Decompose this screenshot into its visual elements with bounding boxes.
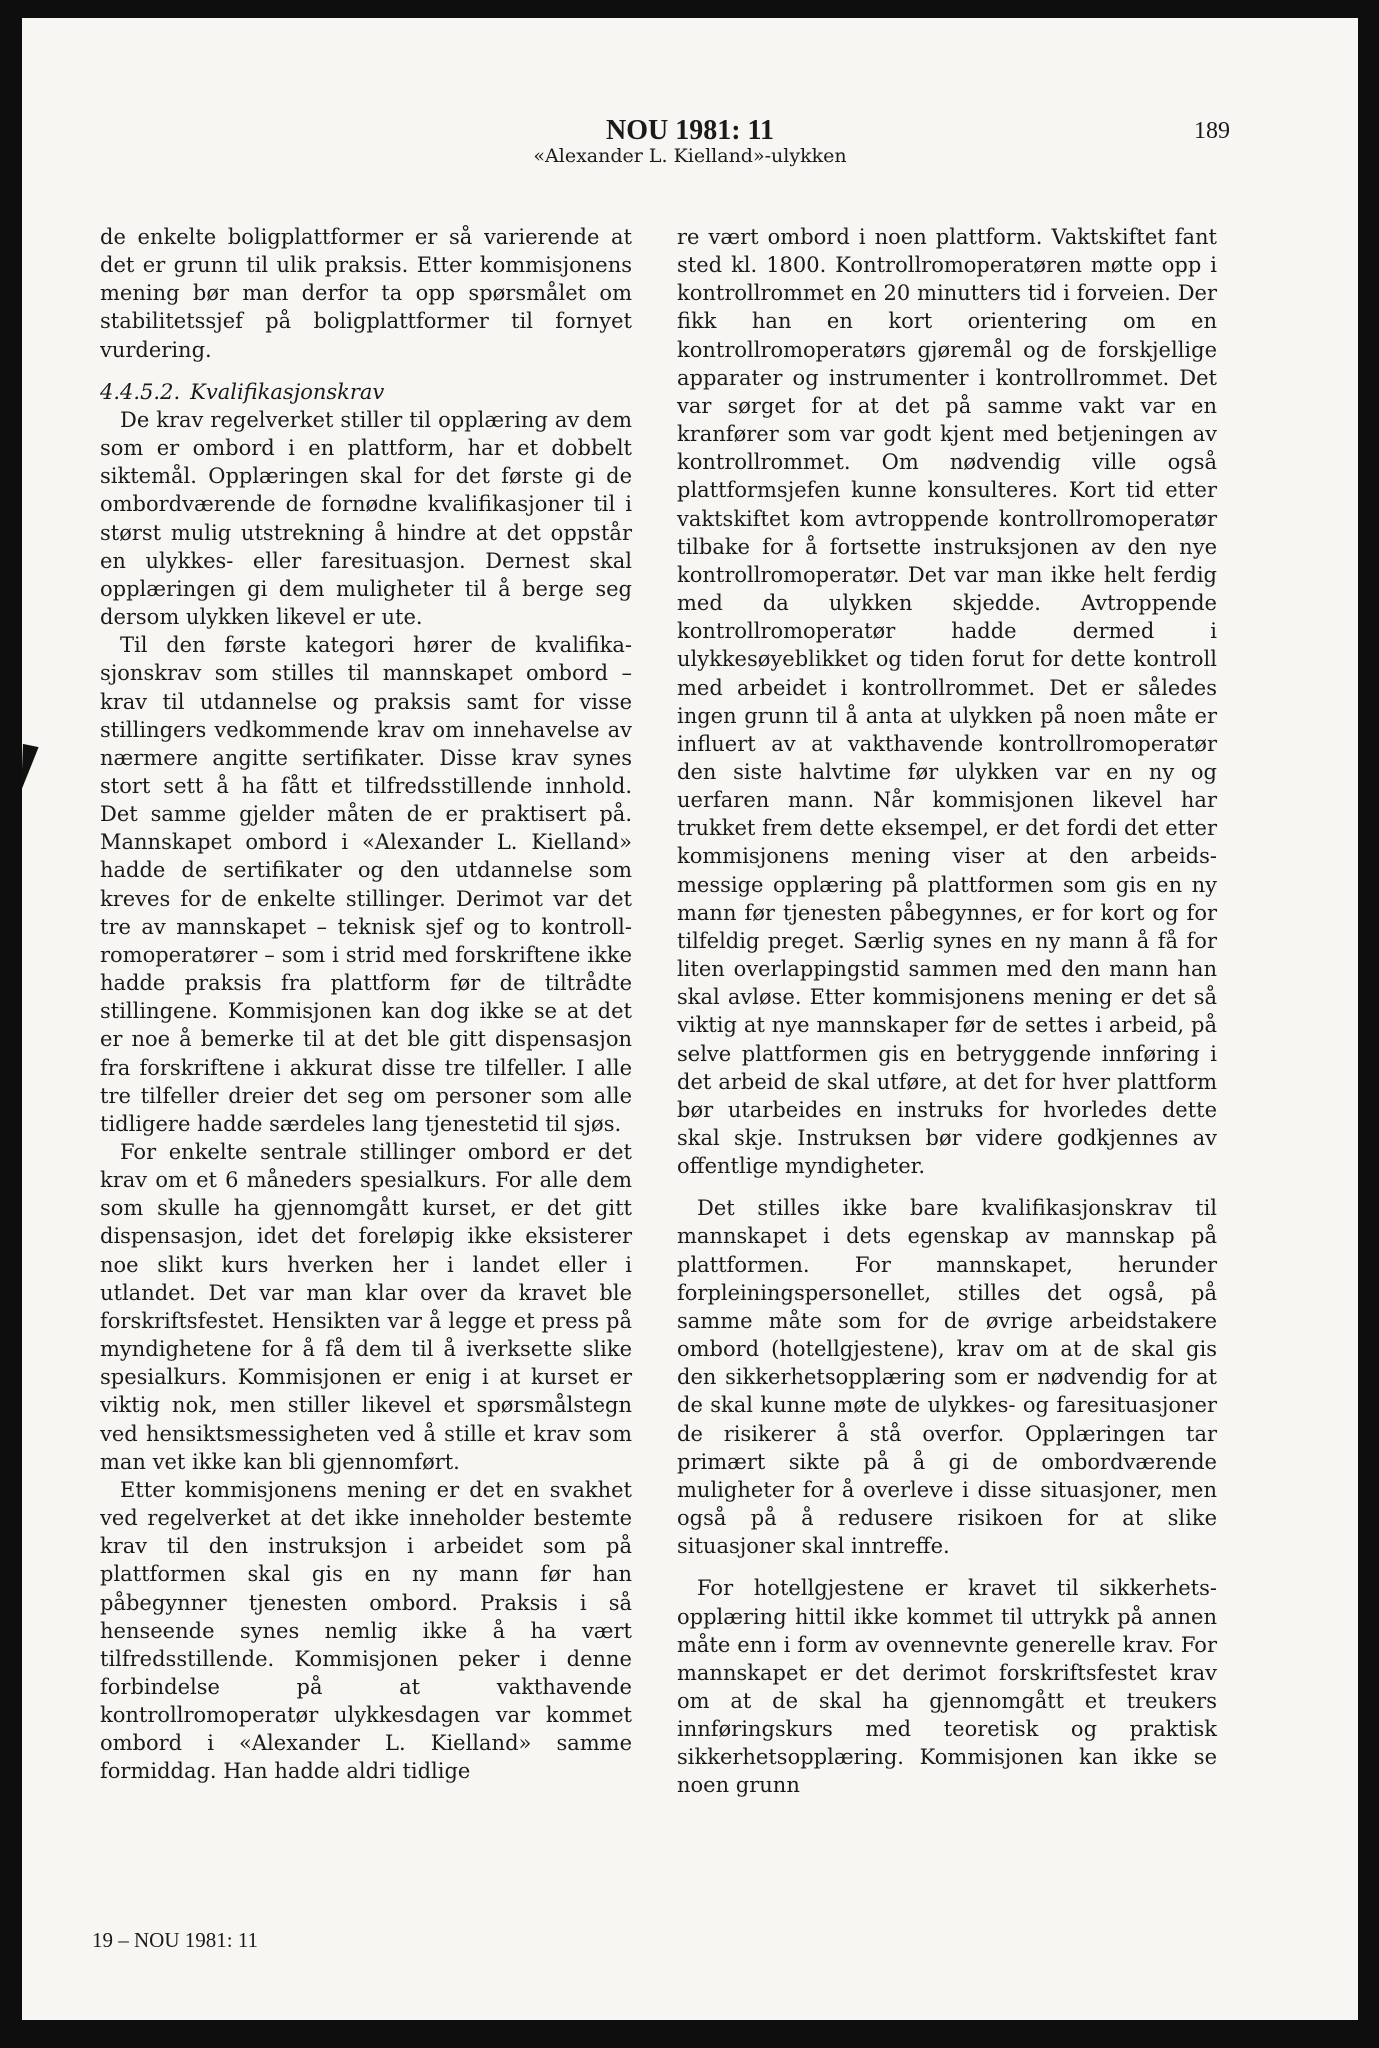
report-subtitle: «Alexander L. Kielland»-ulykken bbox=[533, 145, 847, 167]
paragraph: For enkelte sentrale stillinger ombord er det krav om et 6 måneders spesialkurs. For alle dem som skulle ha gjennomgått kurset, er det gitt dispensasjon, idet det foreløpig ikke eksisterer noe slikt kurs hverken her i landet eller i utlandet. Det var man klar over da kravet ble forskriftsfestet. Hensikten var å legge et press på myndighetene for å få dem til å iverksette slike spesialkurs. Kommisjonen er enig i at kurset er viktig nok, men stiller likevel et spørsmålstegn ved hensiktsmessigheten ved å stille et krav som man vet ikke kan bli gjennomført. bbox=[100, 1140, 632, 1474]
section-heading bbox=[100, 378, 632, 406]
document-page bbox=[22, 18, 1358, 2020]
paragraph: re vært ombord i noen plattform. Vaktskiftet fant sted kl. 1800. Kontrollromoperatøren møtte opp i kontrollrommet en 20 minutters tid i forveien. Der fikk han en kort orientering om en kontrollromoperatørs gjøremål og de forskjellige apparater og instrumenter i kontrollrommet. Det var sørget for at det på samme vakt var en kranfører som var godt kjent med betjeningen av kontrollrommet. Om nødvendig ville også plattformsjefen kunne konsulteres. Kort tid etter vaktskiftet kom avtroppende kontrollromoperatør tilbake for å fortsette instruksjonen av den nye kontrollromoperatør. Det var man ikke helt ferdig med da ulykken skjedde. Avtroppende kontrollromoperatør hadde dermed i ulykkesøyeblikket og tiden forut for dette kontroll med arbeidet i kontrollrommet. Det er således ingen grunn til å anta at ulykken på noen måte er influert av at vakthavende kontrollromoperatør den siste halvtime før ulykken var en ny og uerfaren mann. Når kommisjonen likevel har trukket frem dette eksempel, er det fordi det etter kommisjonens mening viser at den arbeidsmessige opplæring på plattformen som gis en ny mann før tjenesten påbegynnes, er for kort og for tilfeldig preget. Særlig synes en ny mann å få for liten overlappingstid sammen med den mann han skal avløse. Etter kommisjonens mening er det så viktig at nye mannskaper før de settes i arbeid, på selve plattformen gis en betryggende innføring i det arbeid de skal utføre, at det for hver plattform bør utarbeides en instruks for hvorledes dette skal skje. Instruksen bør videre godkjennes av offentlige myndigheter. bbox=[677, 225, 1217, 1179]
report-title: NOU 1981: 11 bbox=[606, 115, 774, 146]
section-number: 4.4.5.2. bbox=[100, 379, 181, 404]
page-number: 189 bbox=[1194, 118, 1230, 144]
page-footer: 19 – NOU 1981: 11 bbox=[92, 1928, 259, 1952]
left-column bbox=[100, 223, 632, 1786]
section-title: Kvalifikasjonskrav bbox=[190, 379, 385, 404]
right-column bbox=[677, 223, 1217, 1800]
paragraph: de enkelte boligplattformer er så varierende at det er grunn til ulik praksis. Etter kommisjonens mening bør man derfor ta opp spørsmålet om stabilitetssjef på boligplattformer til fornyet vurdering. bbox=[100, 225, 632, 362]
paragraph: Til den første kategori hører de kvalifikasjonskrav som stilles til mannskapet ombord – krav til utdannelse og praksis samt for visse stillingers vedkommende krav om innehavelse av nærmere angitte sertifikater. Disse krav synes stort sett å ha fått et tilfredsstillende innhold. Det samme gjelder måten de er praktisert på. Mannskapet ombord i «Alexander L. Kielland» hadde de sertifikater og den utdannelse som kreves for de enkelte stillinger. Derimot var det tre av mannskapet – teknisk sjef og to kontrollromoperatører – som i strid med forskriftene ikke hadde praksis fra plattform før de tiltrådte stillingene. Kommisjonen kan dog ikke se at det er noe å bemerke til at det ble gitt dispensasjon fra forskriftene i akkurat disse tre tilfeller. I alle tre tilfeller dreier det seg om personer som alle tidligere hadde særdeles lang tjenestetid til sjøs. bbox=[100, 633, 632, 1136]
paragraph: For hotellgjestene er kravet til sikkerhetsopplæring hittil ikke kommet til uttrykk på annen måte enn i form av ovennevnte generelle krav. For mannskapet er det derimot forskriftsfestet krav om at de skal ha gjennomgått et treukers innføringskurs med teoretisk og praktisk sikkerhetsopplæring. Kommisjonen kan ikke se noen grunn bbox=[677, 1576, 1217, 1798]
paragraph: De krav regelverket stiller til opplæring av dem som er ombord i en plattform, har et dobbelt siktemål. Opplæringen skal for det første gi de ombordværende de fornødne kvalifikasjoner til i størst mulig utstrekning å hindre at det oppstår en ulykkes- eller faresituasjon. Dernest skal opplæringen gi dem muligheter til å berge seg dersom ulykken likevel er ute. bbox=[100, 407, 632, 630]
paragraph: Det stilles ikke bare kvalifikasjonskrav til mannskapet i dets egenskap av mannskap på plattformen. For mannskapet, herunder forpleiningspersonellet, stilles det også, på samme måte som for de øvrige arbeidstakere ombord (hotellgjestene), krav om at de skal gis den sikkerhetsopplæring som er nødvendig for at de skal kunne møte de ulykkes- og faresituasjoner de risikerer å stå overfor. Opplæringen tar primært sikte på å gi de ombordværende muligheter for å overleve i disse situasjoner, men også på å redusere risikoen for at slike situasjoner skal inntreffe. bbox=[677, 1196, 1217, 1559]
paragraph: Etter kommisjonens mening er det en svakhet ved regelverket at det ikke inneholder bestemte krav til den instruksjon i arbeidet som på plattformen skal gis en ny mann før han påbegynner tjenesten ombord. Praksis i så henseende synes nemlig ikke å ha vært tilfredsstillende. Kommisjonen peker i denne forbindelse på at vakthavende kontrollromoperatør ulykkesdagen var kommet ombord i «Alexander L. Kielland» samme formiddag. Han hadde aldri tidlige bbox=[100, 1477, 632, 1784]
